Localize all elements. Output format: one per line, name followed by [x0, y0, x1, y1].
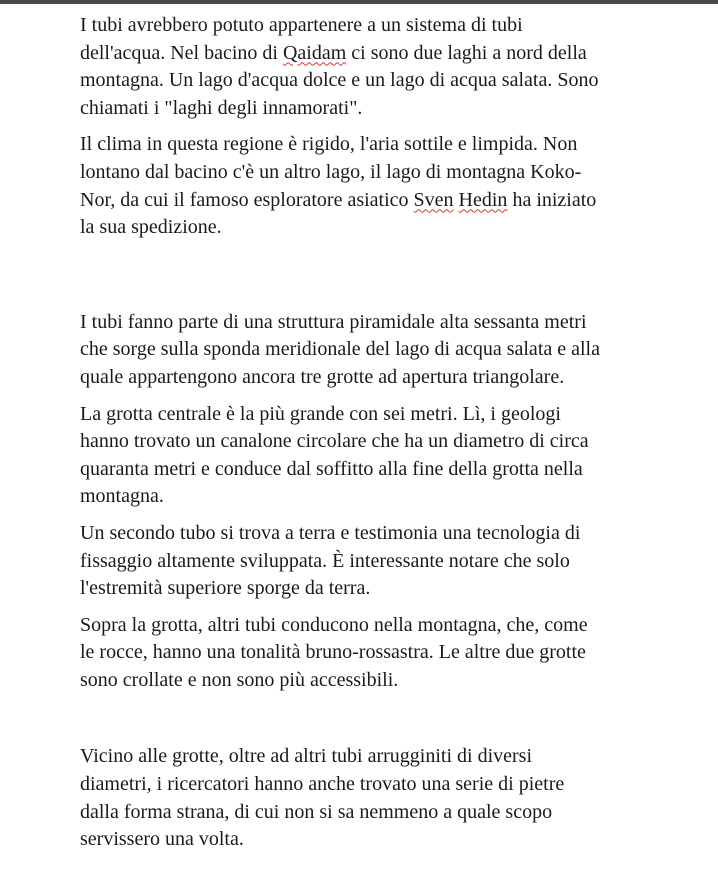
text-run: Nor, da cui il famoso esploratore asiatico [80, 188, 414, 211]
text-line: diametri, i ricercatori hanno anche trovato una serie di pietre [80, 773, 565, 796]
text-line: dalla forma strana, di cui non si sa nemmeno a quale scopo [80, 800, 553, 823]
body-paragraph[interactable] [80, 12, 680, 122]
text-line: Un secondo tubo si trova a terra e testimonia una tecnologia di [80, 521, 581, 544]
spellcheck-flagged-word[interactable]: Qaidam [282, 41, 347, 64]
body-paragraph[interactable] [80, 401, 680, 511]
spellcheck-flagged-word[interactable]: Sven [413, 188, 454, 211]
text-line: Sopra la grotta, altri tubi conducono nella montagna, che, come [80, 613, 588, 636]
body-paragraph[interactable] [80, 612, 680, 695]
text-line: montagna. Un lago d'acqua dolce e un lago di acqua salata. Sono [80, 69, 599, 92]
empty-paragraph-gap [80, 703, 680, 743]
text-line [80, 187, 680, 215]
text-line: montagna. [80, 485, 164, 508]
text-line: chiamati i "laghi degli innamorati". [80, 96, 363, 119]
spellcheck-flagged-word[interactable]: Hedin [458, 188, 508, 211]
window-top-edge [0, 0, 718, 4]
body-paragraph[interactable] [80, 131, 680, 241]
text-line [80, 40, 680, 68]
text-line: Vicino alle grotte, oltre ad altri tubi arrugginiti di diversi [80, 745, 533, 768]
text-line: servissero una volta. [80, 828, 244, 851]
body-paragraph[interactable] [80, 743, 680, 853]
text-line: lontano dal bacino c'è un altro lago, il lago di montagna Koko- [80, 160, 582, 183]
text-line: Il clima in questa regione è rigido, l'aria sottile e limpida. Non [80, 133, 578, 156]
text-line: le rocce, hanno una tonalità bruno-rossastra. Le altre due grotte [80, 641, 586, 664]
text-line: I tubi fanno parte di una struttura piramidale alta sessanta metri [80, 310, 587, 333]
document-page[interactable] [80, 12, 680, 863]
text-run: dell'acqua. Nel bacino di [80, 41, 283, 64]
text-line: hanno trovato un canalone circolare che ha un diametro di circa [80, 430, 589, 453]
text-run: ci sono due laghi a nord della [346, 41, 587, 64]
text-line: la sua spedizione. [80, 216, 222, 239]
text-line: quaranta metri e conduce dal soffitto alla fine della grotta nella [80, 457, 583, 480]
text-line: I tubi avrebbero potuto appartenere a un sistema di tubi [80, 14, 523, 36]
text-line: quale appartengono ancora tre grotte ad apertura triangolare. [80, 365, 565, 388]
body-paragraph[interactable] [80, 309, 680, 392]
text-line: fissaggio altamente sviluppata. È interessante notare che solo [80, 549, 570, 572]
text-line: l'estremità superiore sporge da terra. [80, 577, 371, 600]
empty-paragraph-gap [80, 251, 680, 309]
body-paragraph[interactable] [80, 520, 680, 603]
text-line: sono crollate e non sono più accessibili. [80, 668, 399, 691]
text-line: La grotta centrale è la più grande con sei metri. Lì, i geologi [80, 402, 561, 425]
text-run: ha iniziato [507, 188, 597, 211]
text-line: che sorge sulla sponda meridionale del lago di acqua salata e alla [80, 338, 600, 361]
